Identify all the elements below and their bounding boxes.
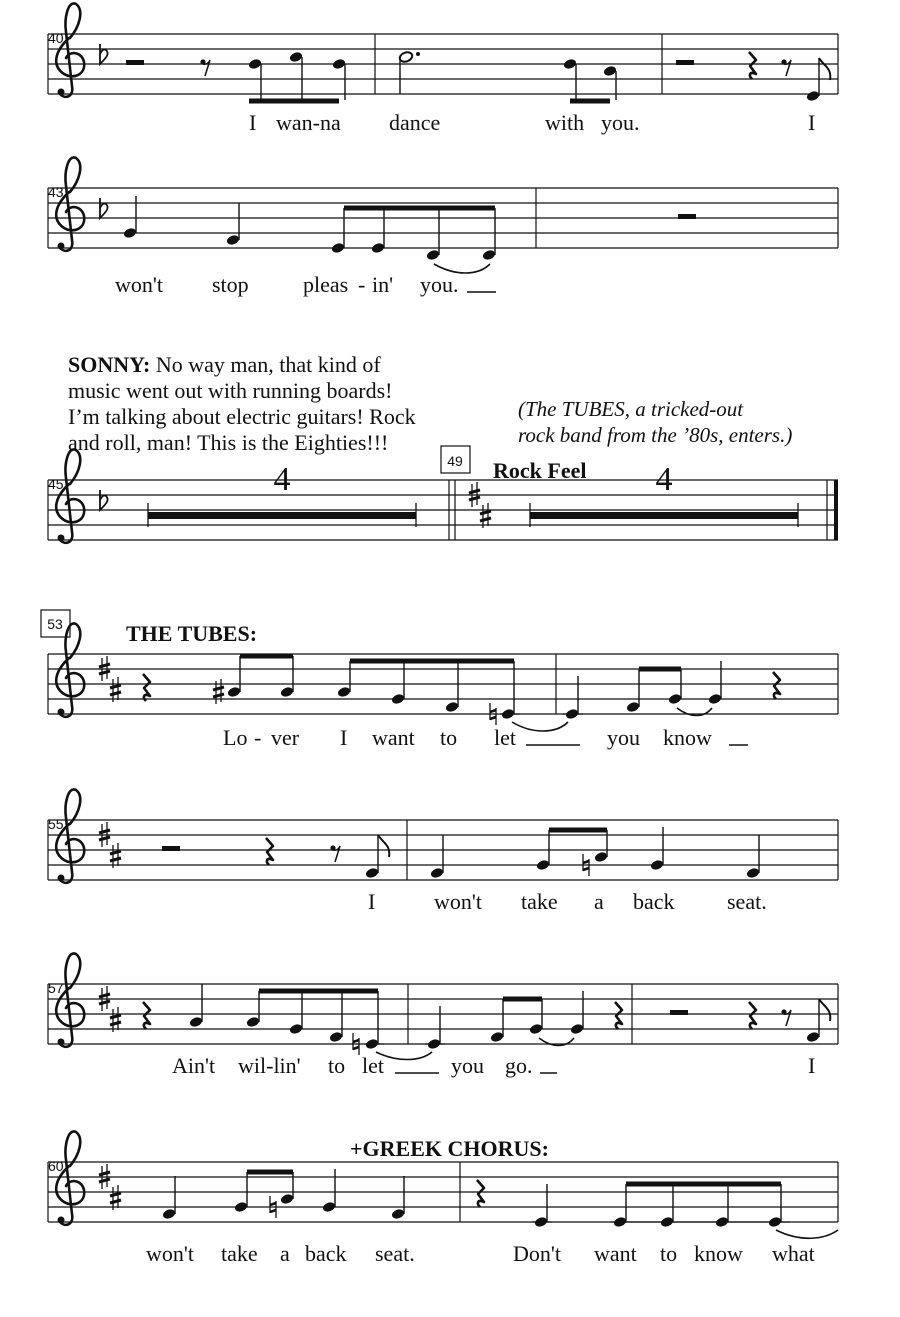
stage-direction-line: (The TUBES, a tricked-out	[518, 397, 744, 421]
measure-number: 43	[48, 184, 64, 200]
lyric-syllable: seat.	[727, 889, 767, 914]
lyrics	[146, 1241, 815, 1266]
lyric-syllable: you.	[601, 110, 640, 135]
flat-icon	[100, 198, 108, 218]
system-53	[41, 610, 838, 750]
quarter-rest-icon	[749, 1002, 756, 1029]
quarter-rest-icon	[266, 838, 273, 865]
half-rest-icon	[676, 60, 694, 65]
measure-number: 40	[48, 30, 64, 46]
rehearsal-mark: 49	[447, 453, 463, 469]
eighth-rest-icon	[781, 1009, 791, 1026]
notes	[806, 58, 831, 102]
lyric-syllable: won't	[434, 889, 482, 914]
singer-label: THE TUBES:	[126, 621, 258, 646]
lyric-syllable: a	[594, 889, 604, 914]
lyric-syllable: -	[358, 272, 366, 297]
lyric-syllable: I	[808, 1053, 816, 1078]
lyric-syllable: I	[368, 889, 376, 914]
singer-label: +GREEK CHORUS:	[350, 1136, 549, 1161]
notes	[806, 999, 831, 1043]
lyric-syllable: won't	[115, 272, 163, 297]
dialogue-line: music went out with running boards!	[68, 378, 393, 403]
lyric-syllable: wil-lin'	[238, 1053, 301, 1078]
half-rest-icon	[670, 1010, 688, 1015]
eighth-rest-icon	[200, 59, 210, 76]
stage-direction-line: rock band from the ’80s, enters.)	[518, 423, 793, 447]
half-rest-icon	[162, 846, 180, 851]
lyric-syllable: I	[249, 110, 257, 135]
lyric-syllable: dance	[389, 110, 441, 135]
lyric-syllable: know	[663, 725, 712, 750]
lyric-syllable: Don't	[513, 1241, 561, 1266]
quarter-rest-icon	[143, 674, 150, 701]
staff	[48, 34, 838, 94]
treble-clef-icon	[56, 157, 84, 250]
treble-clef-icon	[56, 3, 84, 96]
lyric-syllable: want	[594, 1241, 637, 1266]
lyric-syllable: ver	[271, 725, 300, 750]
lyric-syllable: I	[808, 110, 816, 135]
whole-rest-icon	[678, 214, 696, 219]
lyric-syllable: seat.	[375, 1241, 415, 1266]
system-55	[48, 789, 838, 914]
quarter-rest-icon	[615, 1002, 622, 1029]
sharp-icon	[110, 1185, 121, 1210]
sharp-icon	[110, 843, 121, 868]
treble-clef-icon	[56, 953, 84, 1046]
lyric-syllable: pleas	[303, 272, 349, 297]
lyric-syllable: what	[772, 1241, 815, 1266]
measure-number: 55	[48, 816, 64, 832]
quarter-rest-icon	[143, 1002, 150, 1029]
lyric-syllable: back	[633, 889, 675, 914]
quarter-rest-icon	[477, 1180, 484, 1207]
lyrics	[368, 889, 767, 914]
measure-number: 60	[48, 1158, 64, 1174]
notes	[123, 196, 497, 273]
lyric-syllable: let	[494, 725, 516, 750]
lyric-syllable: with	[545, 110, 585, 135]
sharp-icon	[110, 1007, 121, 1032]
lyric-syllable: you	[607, 725, 640, 750]
lyric-syllable: wan-na	[276, 110, 341, 135]
lyric-syllable: Lo	[223, 725, 248, 750]
lyric-syllable: know	[694, 1241, 743, 1266]
dialogue-line: I’m talking about electric guitars! Rock	[68, 404, 416, 429]
staff	[48, 984, 838, 1044]
lyric-syllable: you	[451, 1053, 484, 1078]
system-40	[48, 3, 838, 135]
lyric-syllable: go.	[505, 1053, 533, 1078]
multi-measure-rest	[148, 503, 416, 527]
multi-measure-rest	[530, 503, 798, 527]
notes	[189, 984, 585, 1060]
measure-number: 45	[48, 476, 64, 492]
half-rest-icon	[126, 60, 144, 65]
lyric-syllable: take	[521, 889, 558, 914]
lyric-syllable: to	[660, 1241, 678, 1266]
notes	[213, 656, 722, 731]
quarter-rest-icon	[749, 52, 756, 79]
treble-clef-icon	[56, 789, 84, 882]
treble-clef-icon	[56, 449, 84, 542]
lyric-syllable: I	[340, 725, 348, 750]
sharp-icon	[110, 677, 121, 702]
system-43	[48, 157, 838, 297]
lyric-syllable: let	[362, 1053, 384, 1078]
lyric-syllable: take	[221, 1241, 258, 1266]
lyrics	[223, 725, 748, 750]
lyric-syllable: to	[440, 725, 458, 750]
lyric-syllable: Ain't	[172, 1053, 216, 1078]
eighth-rest-icon	[330, 845, 340, 862]
lyric-syllable: want	[372, 725, 415, 750]
system-57	[48, 953, 838, 1078]
lyric-syllable: back	[305, 1241, 347, 1266]
lyric-syllable: a	[280, 1241, 290, 1266]
rest-count: 4	[273, 461, 291, 498]
eighth-rest-icon	[781, 59, 791, 76]
quarter-rest-icon	[773, 672, 780, 699]
lyrics	[172, 1053, 815, 1078]
staff	[48, 188, 838, 248]
lyric-syllable: to	[328, 1053, 346, 1078]
lyric-syllable: you.	[420, 272, 459, 297]
dialogue-line: No way man, that kind of	[150, 352, 381, 377]
flat-icon	[100, 490, 108, 510]
lyrics	[249, 110, 815, 135]
treble-clef-icon	[56, 1131, 84, 1224]
measure-number: 53	[47, 616, 63, 632]
lyric-syllable: stop	[212, 272, 249, 297]
system-60	[48, 1131, 838, 1266]
system-45	[48, 446, 838, 543]
sharp-icon	[480, 503, 491, 528]
lyric-syllable: -	[254, 725, 262, 750]
speaker-name: SONNY:	[68, 352, 151, 377]
flat-icon	[100, 44, 108, 64]
lyrics	[115, 272, 496, 297]
lyric-syllable: in'	[372, 272, 394, 297]
lyric-syllable: won't	[146, 1241, 194, 1266]
tempo-label: Rock Feel	[493, 458, 587, 483]
dialogue-line: and roll, man! This is the Eighties!!!	[68, 430, 389, 455]
measure-number: 57	[48, 980, 64, 996]
staff	[48, 480, 838, 540]
rest-count: 4	[655, 461, 673, 498]
